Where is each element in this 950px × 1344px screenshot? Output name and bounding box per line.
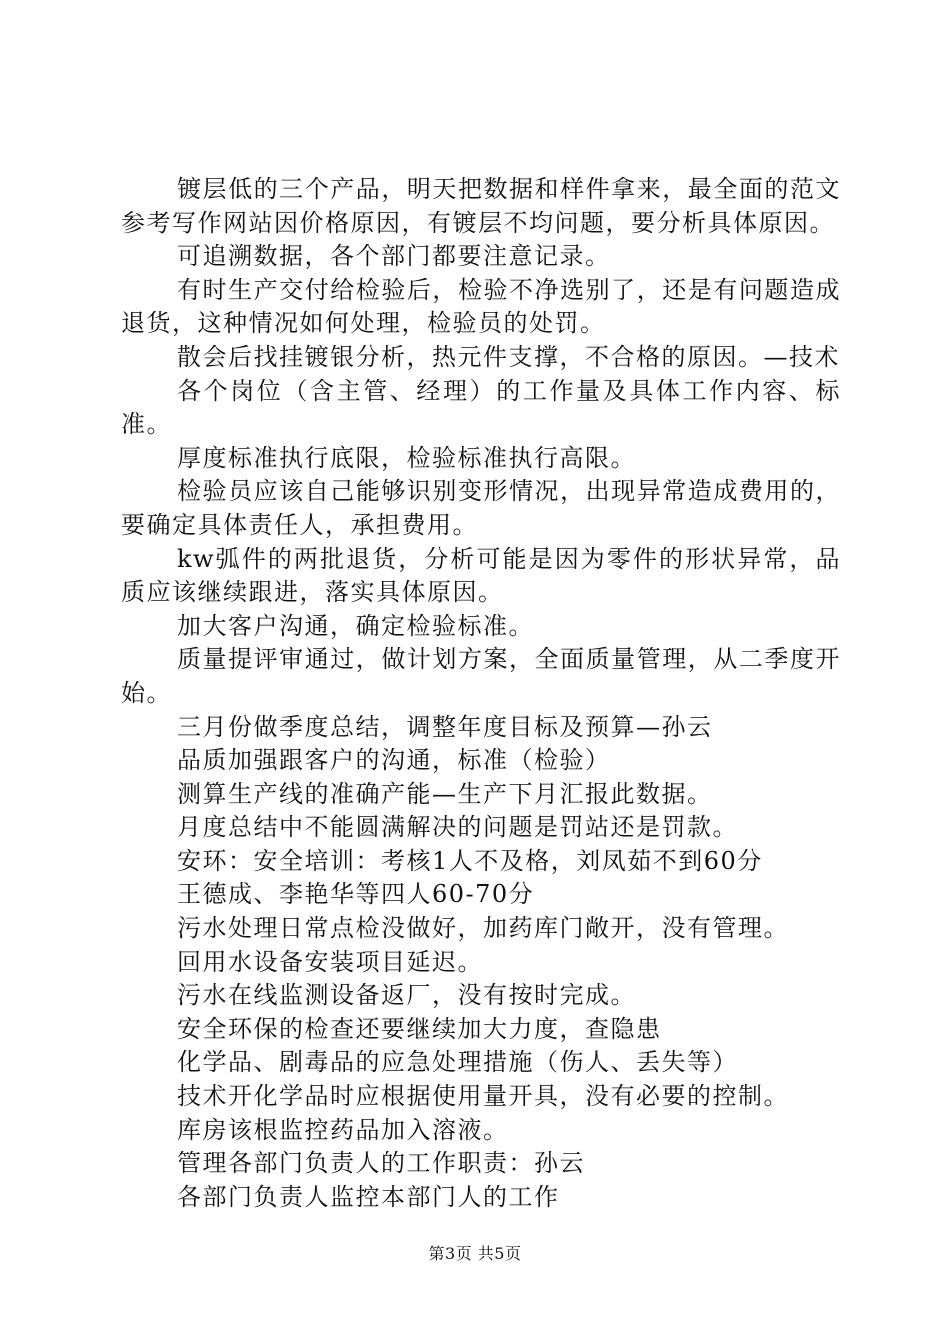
paragraph: 可追溯数据，各个部门都要注意记录。 xyxy=(177,242,611,271)
paragraph: 管理各部门负责人的工作职责：孙云 xyxy=(177,1149,585,1178)
paragraph: 厚度标准执行底限，检验标准执行高限。 xyxy=(177,443,636,472)
paragraph: 技术开化学品时应根据使用量开具，没有必要的控制。 xyxy=(177,1082,789,1111)
paragraph: 回用水设备安装项目延迟。 xyxy=(177,947,483,976)
paragraph: 有时生产交付给检验后，检验不净选别了，还是有问题造成退货，这种情况如何处理，检验员的处罚。 xyxy=(121,275,841,338)
paragraph: 安环：安全培训：考核1人不及格，刘凤茹不到60分 xyxy=(177,846,763,875)
paragraph: 库房该根监控药品加入溶液。 xyxy=(177,1115,509,1144)
paragraph: 王德成、李艳华等四人60-70分 xyxy=(177,880,535,909)
paragraph: 三月份做季度总结，调整年度目标及预算—孙云 xyxy=(177,712,713,741)
paragraph: 检验员应该自己能够识别变形情况，出现异常造成费用的，要确定具体责任人，承担费用。 xyxy=(121,477,841,539)
paragraph: 散会后找挂镀银分析，热元件支撑，不合格的原因。—技术 xyxy=(177,342,840,371)
paragraph: 各部门负责人监控本部门人的工作 xyxy=(177,1182,560,1211)
paragraph: kw弧件的两批退货，分析可能是因为零件的形状异常，品质应该继续跟进，落实具体原因。 xyxy=(121,544,841,607)
page-number-label: 第3页 共5页 xyxy=(428,1244,522,1263)
paragraph: 月度总结中不能圆满解决的问题是罚站还是罚款。 xyxy=(177,813,738,842)
paragraph: 加大客户沟通，确定检验标准。 xyxy=(177,611,534,640)
paragraph: 各个岗位（含主管、经理）的工作量及具体工作内容、标准。 xyxy=(121,376,841,439)
paragraph: 污水在线监测设备返厂，没有按时完成。 xyxy=(177,981,636,1010)
paragraph: 品质加强跟客户的沟通，标准（检验） xyxy=(177,746,611,775)
paragraph: 质量提评审通过，做计划方案，全面质量管理，从二季度开始。 xyxy=(121,645,841,707)
paragraph: 污水处理日常点检没做好，加药库门敞开，没有管理。 xyxy=(177,914,789,943)
document-body xyxy=(121,173,841,1214)
paragraph: 镀层低的三个产品，明天把数据和样件拿来，最全面的范文参考写作网站因价格原因，有镀层不均问题，要分析具体原因。 xyxy=(121,175,841,237)
page-footer xyxy=(0,1244,950,1264)
paragraph: 化学品、剧毒品的应急处理措施（伤人、丢失等） xyxy=(177,1048,738,1077)
paragraph: 测算生产线的准确产能—生产下月汇报此数据。 xyxy=(177,779,713,808)
paragraph: 安全环保的检查还要继续加大力度，查隐患 xyxy=(177,1014,662,1043)
